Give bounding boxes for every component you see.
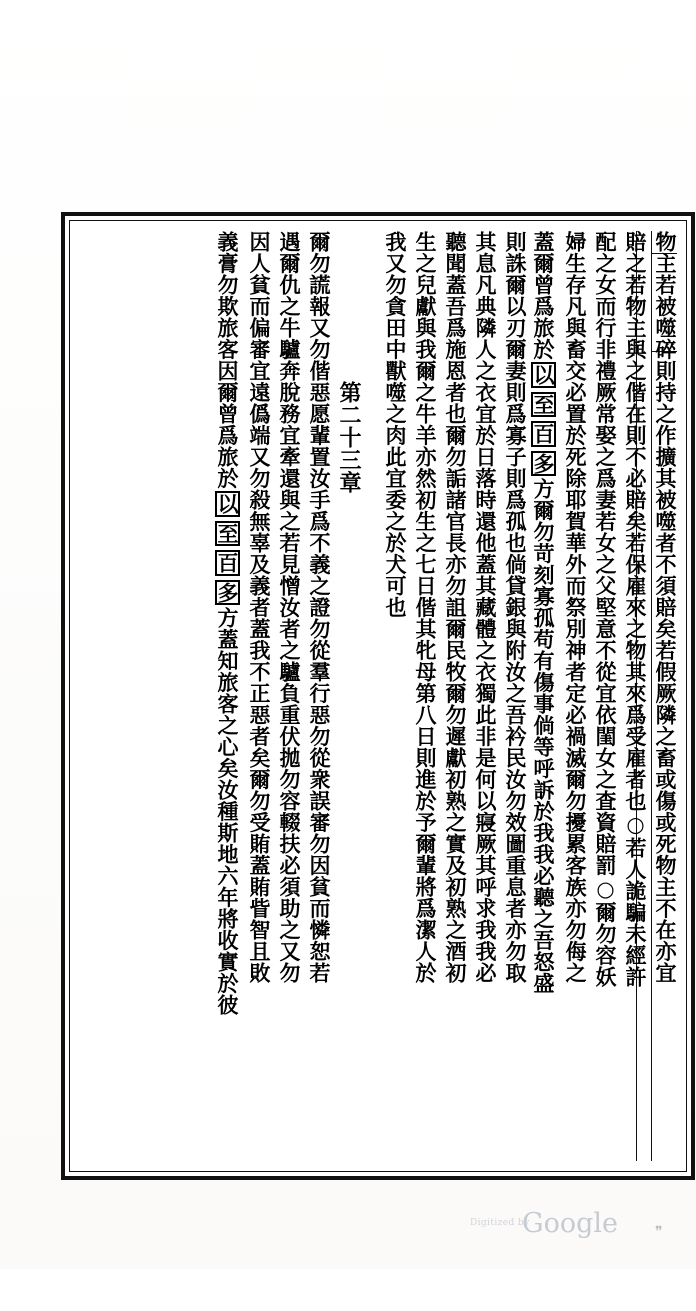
boxed-marker-char: 至 — [215, 522, 240, 544]
text-column: 我又勿貪田中獸噬之肉此宜委之於犬可也 — [383, 231, 408, 618]
page-border-outer — [61, 212, 695, 1180]
chapter-heading: 第二十三章 — [336, 381, 362, 494]
text-column: 聽聞蓋吾爲施恩者也爾勿詬諸官長亦勿詛爾民牧爾勿遲獻初熟之實及初熟之酒初 — [443, 231, 468, 984]
text-column: 遇爾仇之牛驢奔脫務宜牽還與之若見憎汝者之驢負重伏拋勿容輟扶必須助之又勿 — [277, 231, 302, 984]
text-column: 生之兒獻與我爾之牛羊亦然初生之七日偕其牝母第八日則進於予爾輩將爲潔人於 — [413, 231, 438, 984]
boxed-marker-char: 以 — [215, 493, 240, 515]
watermark-glyph: ❞ — [655, 1224, 663, 1240]
page-border-inner — [69, 220, 687, 1172]
text-column: 配之女而行非禮厥常娶之爲妻若女之父堅意不從宜依閨女之査資賠罰○爾勿容妖 — [593, 231, 618, 988]
text-column: 賠之若物主與之偕在則不必賠矣若保雇來之物其來爲受雇者也○若人詭騙未經許 — [623, 231, 648, 988]
text-block — [80, 231, 676, 1161]
text-column: 蓋爾曾爲旅於以至百多方爾勿苛刻寡孤苟有傷事倘等呼訴於我我必聽之吾怒盛 — [531, 231, 556, 994]
text-column: 爾勿謊報又勿偕惡愿輩置汝手爲不義之證勿從羣行惡勿從衆誤審勿因貧而憐恕若 — [307, 231, 332, 984]
boxed-marker-char: 至 — [531, 393, 556, 415]
text-column: 物主若被噬碎則持之作擴其被噬者不須賠矣若假厥隣之畜或傷或死物主不在亦宜 — [653, 231, 678, 984]
boxed-marker-char: 多 — [531, 452, 556, 474]
text-column: 婦生存凡與畜交必置於死除耶賀華外而祭別神者定必禍滅爾勿擾累客族亦勿侮之 — [563, 231, 588, 984]
text-column: 義膏勿欺旅客因爾曾爲旅於以至百多方蓋知旅客之心矣汝種斯地六年將收實於彼 — [215, 231, 240, 1016]
watermark-brand-label: Google — [522, 1208, 618, 1239]
boxed-marker-char: 百 — [215, 552, 240, 574]
watermark-digitized-label: Digitized by — [470, 1218, 530, 1228]
text-column: 因人貧而偏審宜遠僞端又勿殺無辜及義者蓋我不正惡者矣爾勿受賄蓋賄眥智且敗 — [247, 231, 272, 984]
text-column: 則誅爾以刃爾妻則爲寡子則爲孤也倘貸銀與附汝之吾衿民汝勿效圖重息者亦勿取 — [503, 231, 528, 984]
column-gap — [360, 231, 376, 1161]
boxed-marker-char: 多 — [215, 581, 240, 603]
google-watermark — [470, 1208, 680, 1250]
boxed-marker-char: 百 — [531, 423, 556, 445]
boxed-marker-char: 以 — [531, 364, 556, 386]
text-column: 其息凡典隣人之衣宜於日落時還他蓋其藏體之衣獨此非是何以寢厥其呼求我我必 — [473, 231, 498, 984]
